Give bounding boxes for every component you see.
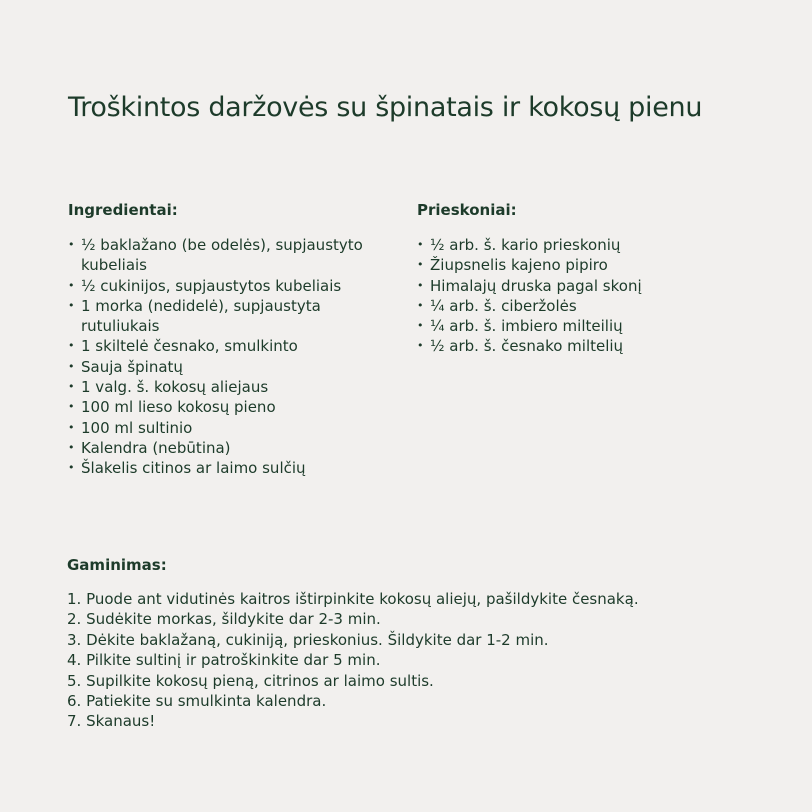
spice-item: • ½ arb. š. kario prieskonių <box>417 235 747 255</box>
ingredients-section <box>68 201 398 479</box>
method-heading: Gaminimas: <box>67 556 167 574</box>
spice-item: • Himalajų druska pagal skonį <box>417 276 747 296</box>
spices-list <box>417 235 747 357</box>
spices-heading: Prieskoniai: <box>417 201 517 219</box>
spice-item: • ¼ arb. š. imbiero milteilių <box>417 316 747 336</box>
ingredient-item: • 1 valg. š. kokosų aliejaus <box>68 377 398 397</box>
ingredient-item: • 1 skiltelė česnako, smulkinto <box>68 336 398 356</box>
method-steps-list <box>67 589 767 732</box>
spice-item: • Žiupsnelis kajeno pipiro <box>417 255 747 275</box>
ingredient-item: • 1 morka (nedidelė), supjaustyta rutuliukais <box>68 296 398 337</box>
ingredients-list <box>68 235 398 479</box>
method-step: 6. Patiekite su smulkinta kalendra. <box>67 692 327 711</box>
ingredient-item: • 100 ml lieso kokosų pieno <box>68 397 398 417</box>
spices-section <box>417 201 747 357</box>
method-step: 3. Dėkite baklažaną, cukiniją, prieskonius. Šildykite dar 1-2 min. <box>67 630 549 649</box>
spice-item: • ¼ arb. š. ciberžolės <box>417 296 747 316</box>
ingredient-item: • 100 ml sultinio <box>68 418 398 438</box>
method-step: 4. Pilkite sultinį ir patroškinkite dar 5 min. <box>67 651 381 670</box>
method-step: 5. Supilkite kokosų pieną, citrinos ar laimo sultis. <box>67 671 434 690</box>
ingredient-item: • Šlakelis citinos ar laimo sulčių <box>68 458 398 478</box>
ingredient-item: • Sauja špinatų <box>68 357 398 377</box>
spice-item: • ½ arb. š. česnako miltelių <box>417 336 747 356</box>
ingredient-item: • Kalendra (nebūtina) <box>68 438 398 458</box>
ingredient-item: • ½ cukinijos, supjaustytos kubeliais <box>68 276 398 296</box>
method-step: 7. Skanaus! <box>67 712 156 731</box>
ingredient-item: • ½ baklažano (be odelės), supjaustyto kubeliais <box>68 235 398 276</box>
method-step: 1. Puode ant vidutinės kaitros ištirpinkite kokosų aliejų, pašildykite česnaką. <box>67 590 639 608</box>
recipe-title: Troškintos daržovės su špinatais ir kokosų pienu <box>68 92 703 123</box>
method-section <box>67 556 767 732</box>
method-step: 2. Sudėkite morkas, šildykite dar 2-3 min. <box>67 610 381 629</box>
ingredients-heading: Ingredientai: <box>68 201 178 219</box>
